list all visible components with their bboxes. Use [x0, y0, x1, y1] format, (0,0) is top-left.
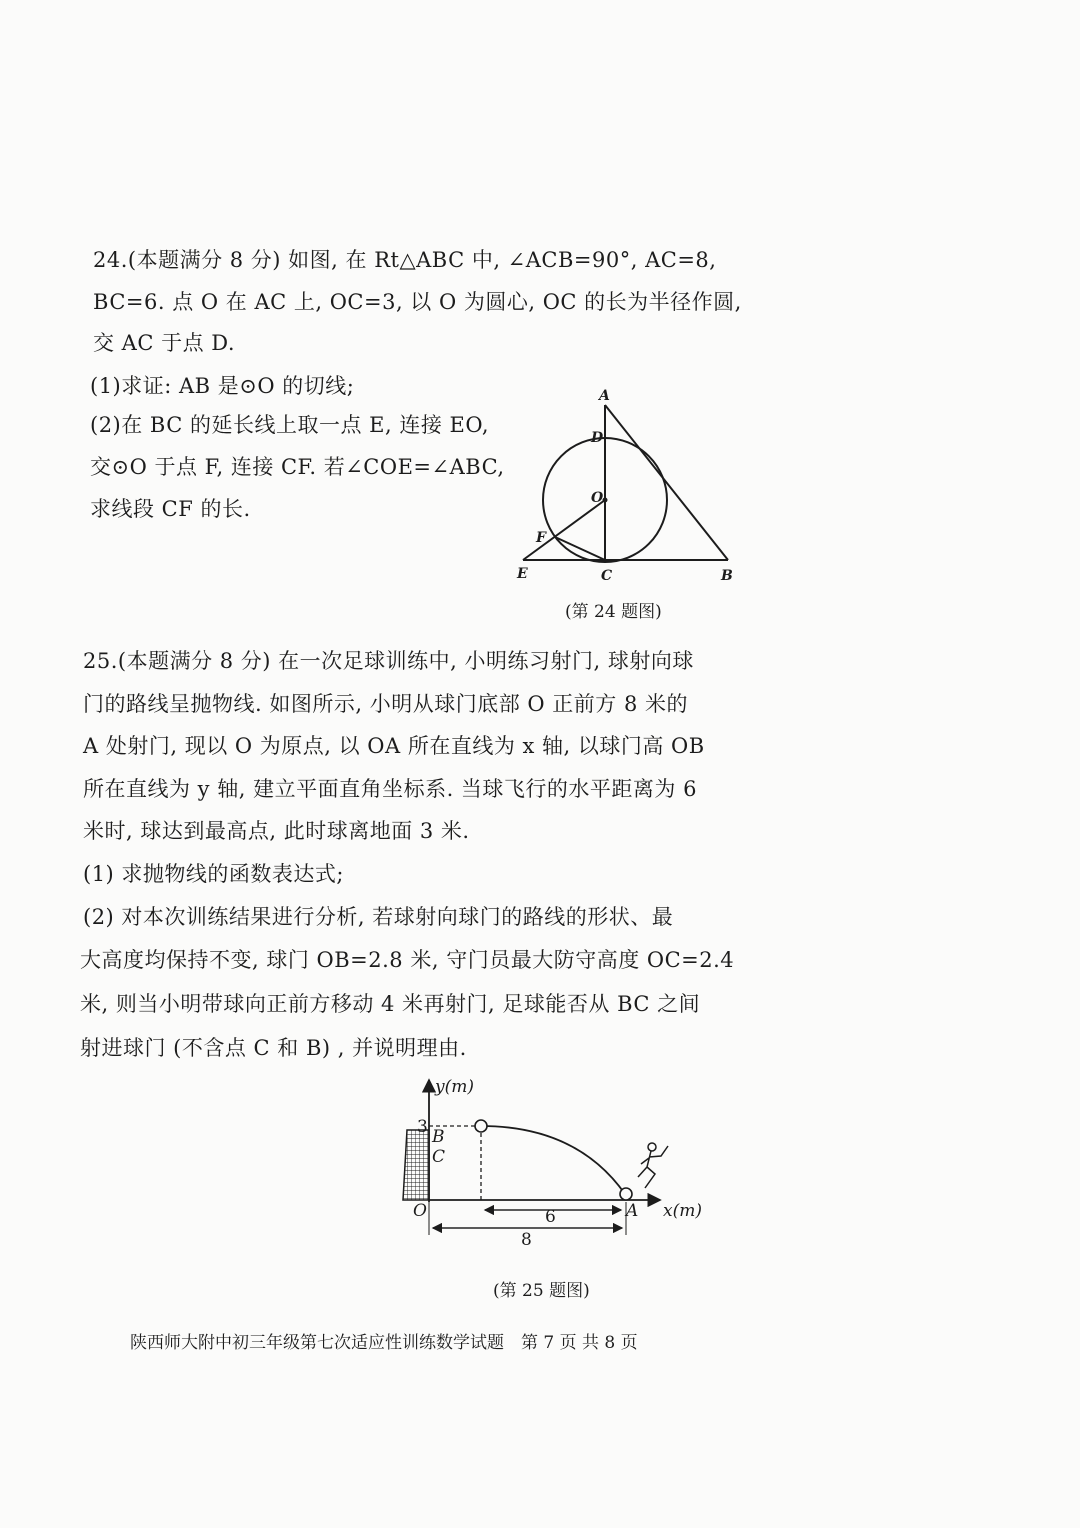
- q24-line-4: (1)求证: AB 是⊙O 的切线;: [90, 374, 355, 398]
- segment-ab: [605, 405, 728, 560]
- label-8: 8: [521, 1230, 532, 1250]
- q24-figure: [505, 380, 745, 590]
- label-3: 3: [417, 1117, 428, 1137]
- label-c: C: [601, 568, 613, 584]
- q25-line-9: 米, 则当小明带球向正前方移动 4 米再射门, 足球能否从 BC 之间: [80, 992, 701, 1016]
- q24-line-7: 求线段 CF 的长.: [90, 497, 251, 521]
- label-d: D: [591, 430, 604, 446]
- label-f: F: [536, 530, 546, 546]
- ball-start: [620, 1188, 632, 1200]
- q25-line-7: (2) 对本次训练结果进行分析, 若球射向球门的路线的形状、最: [83, 905, 674, 929]
- label-b: B: [721, 568, 733, 584]
- ball-trajectory: [481, 1126, 625, 1194]
- goal-net: [403, 1130, 429, 1200]
- label-c: C: [432, 1147, 446, 1167]
- label-a: A: [599, 388, 610, 404]
- x-axis-label: x(m): [663, 1201, 702, 1221]
- label-o: O: [413, 1201, 427, 1221]
- label-6: 6: [545, 1207, 556, 1227]
- q25-line-4: 所在直线为 y 轴, 建立平面直角坐标系. 当球飞行的水平距离为 6: [83, 777, 697, 801]
- point-o: [603, 498, 608, 503]
- q24-line-3: 交 AC 于点 D.: [93, 331, 236, 355]
- q25-line-10: 射进球门 (不含点 C 和 B) , 并说明理由.: [80, 1036, 467, 1060]
- q24-figure-caption: (第 24 题图): [565, 602, 662, 622]
- label-o: O: [591, 490, 604, 506]
- page-footer: 陕西师大附中初三年级第七次适应性训练数学试题 第 7 页 共 8 页: [130, 1333, 638, 1353]
- player-icon: [638, 1143, 668, 1188]
- q25-line-6: (1) 求抛物线的函数表达式;: [83, 862, 344, 886]
- q24-line-5: (2)在 BC 的延长线上取一点 E, 连接 EO,: [90, 413, 490, 437]
- q25-figure: [395, 1070, 715, 1250]
- q25-line-2: 门的路线呈抛物线. 如图所示, 小明从球门底部 O 正前方 8 米的: [83, 692, 688, 716]
- q25-line-8: 大高度均保持不变, 球门 OB=2.8 米, 守门员最大防守高度 OC=2.4: [80, 948, 735, 972]
- label-a: A: [626, 1201, 639, 1221]
- q25-line-1: 25.(本题满分 8 分) 在一次足球训练中, 小明练习射门, 球射向球: [83, 649, 694, 673]
- q24-line-1: 24.(本题满分 8 分) 如图, 在 Rt△ABC 中, ∠ACB=90°, AC=8,: [93, 248, 717, 272]
- q25-figure-caption: (第 25 题图): [493, 1281, 590, 1301]
- q24-line-2: BC=6. 点 O 在 AC 上, OC=3, 以 O 为圆心, OC 的长为半径作圆,: [93, 290, 742, 314]
- y-axis-label: y(m): [435, 1077, 474, 1097]
- q25-line-5: 米时, 球达到最高点, 此时球离地面 3 米.: [83, 819, 470, 843]
- ball-top: [475, 1120, 487, 1132]
- label-e: E: [517, 566, 528, 582]
- label-b: B: [432, 1127, 445, 1147]
- q25-line-3: A 处射门, 现以 O 为原点, 以 OA 所在直线为 x 轴, 以球门高 OB: [83, 734, 705, 758]
- q24-line-6: 交⊙O 于点 F, 连接 CF. 若∠COE=∠ABC,: [90, 455, 505, 479]
